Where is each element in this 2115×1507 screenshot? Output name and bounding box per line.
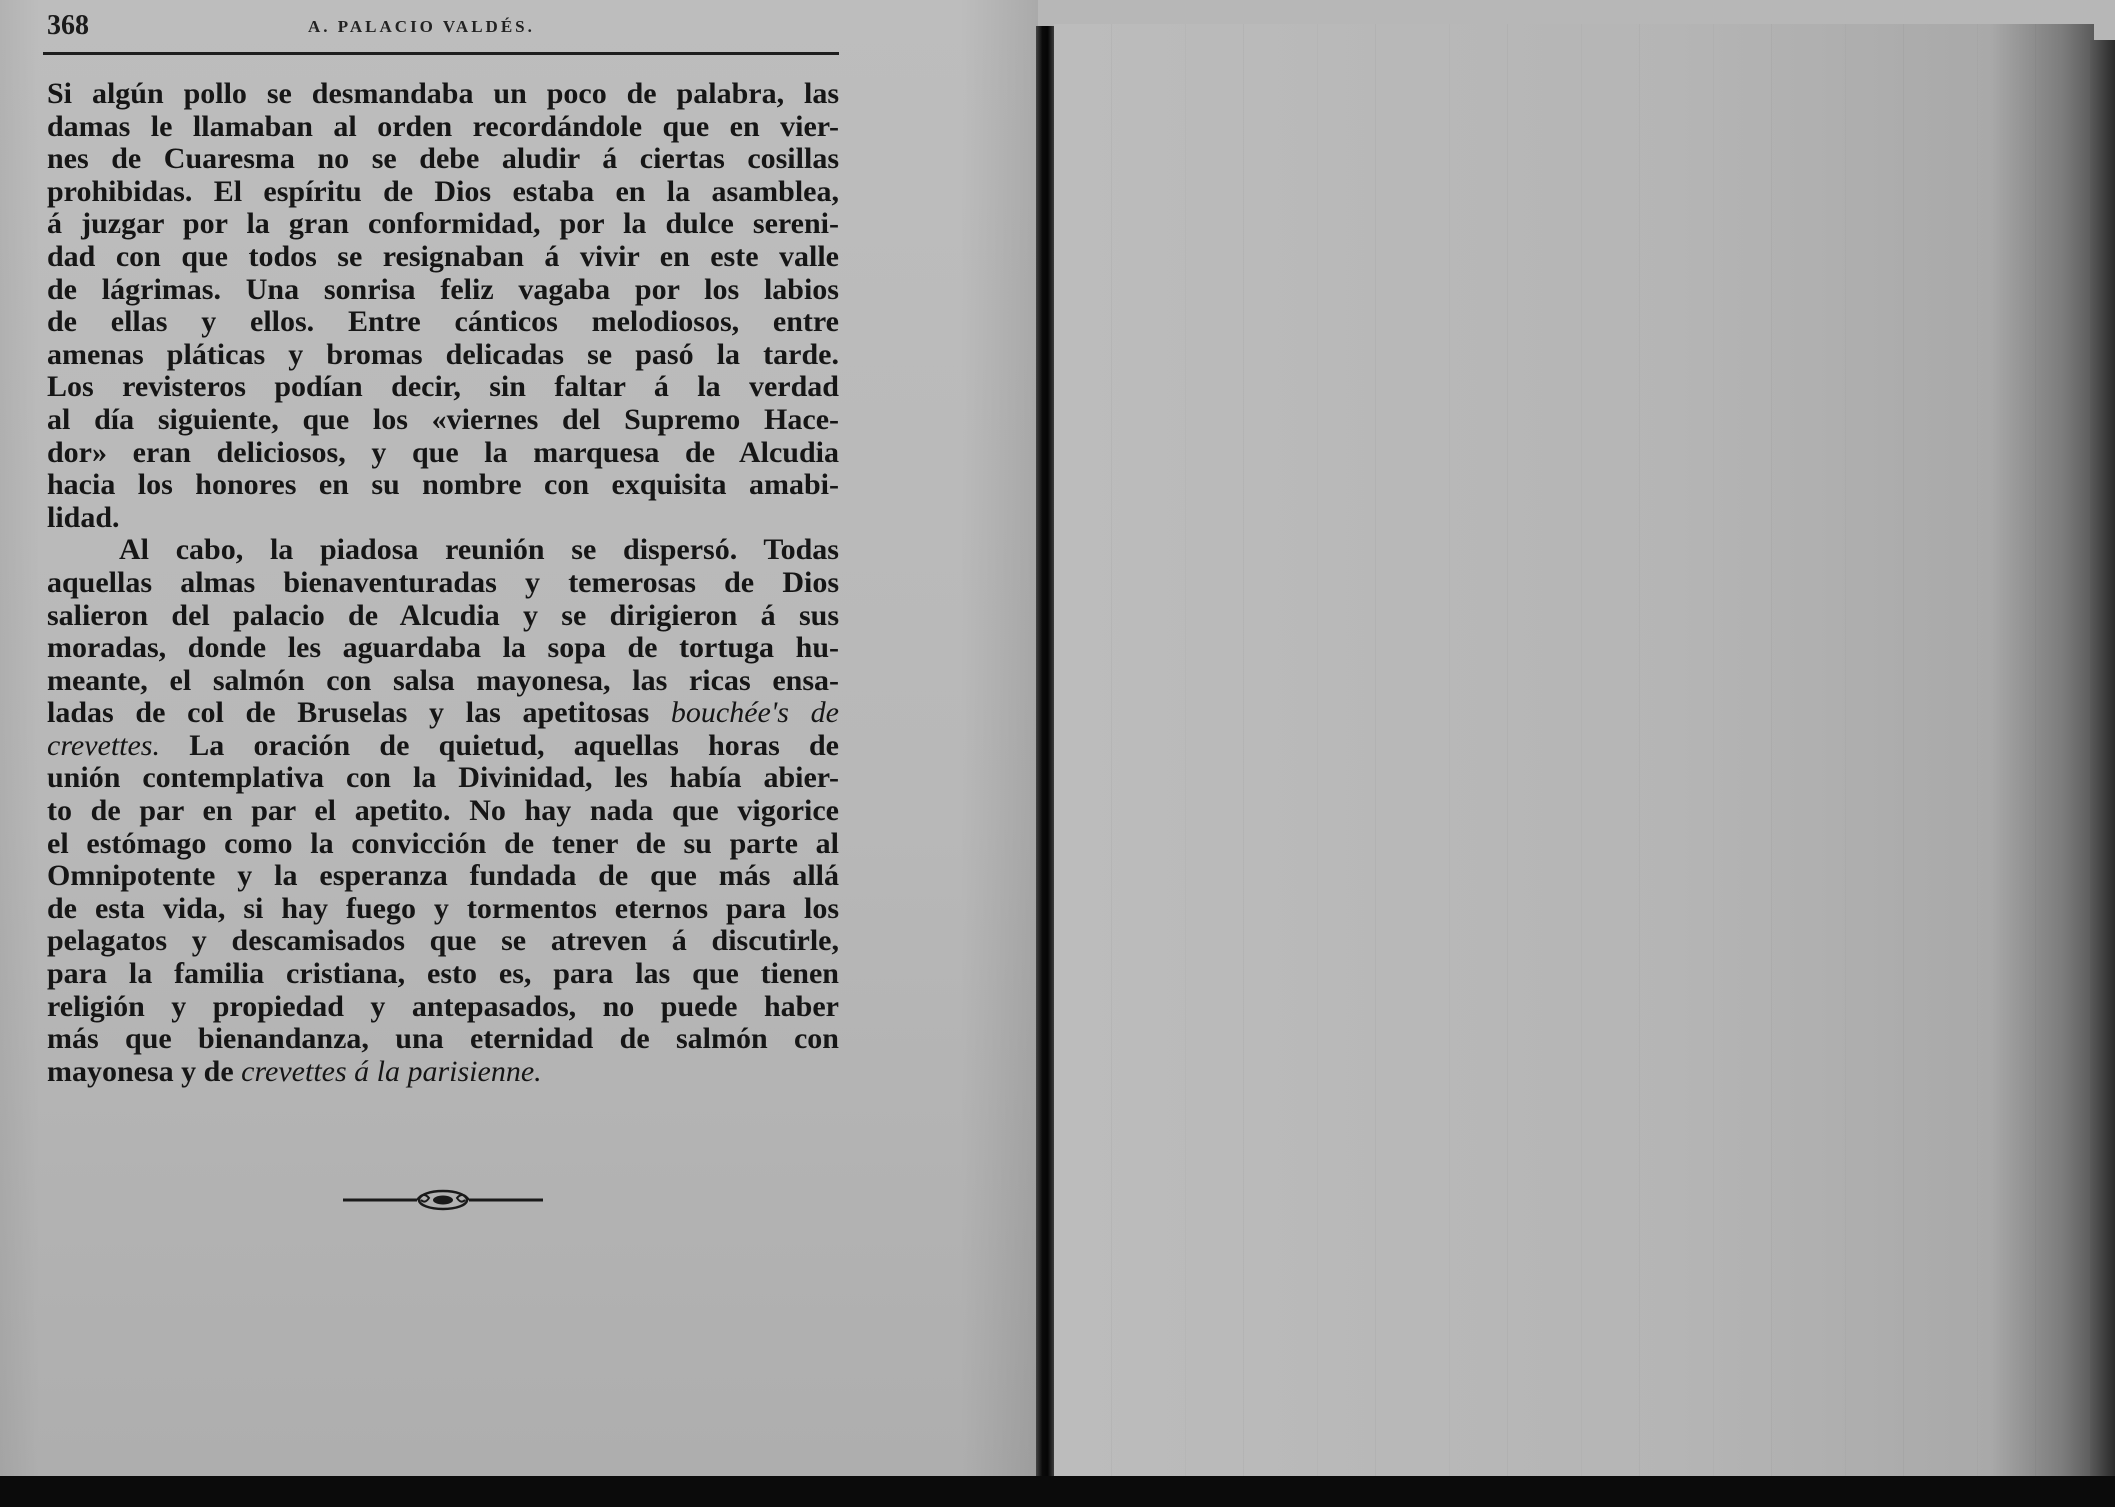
- text-line: para la familia cristiana, esto es, para las que tienen: [47, 958, 839, 991]
- running-head: A. PALACIO VALDÉS.: [308, 17, 535, 36]
- text-line: moradas, donde les aguardaba la sopa de tortuga hu-: [47, 632, 839, 665]
- text-line: prohibidas. El espíritu de Dios estaba en la asamblea,: [47, 175, 839, 208]
- text-line: dor» eran deliciosos, y que la marquesa de Alcudia: [47, 436, 839, 469]
- text-line: [47, 1056, 839, 1089]
- page-edge-shadow: [2090, 40, 2115, 1507]
- text-line: damas le llamaban al orden recordándole que en vier-: [47, 110, 839, 143]
- body-text: [47, 78, 839, 1088]
- text-line: [47, 697, 839, 730]
- ornament-inner-ellipse: [433, 1196, 453, 1205]
- page-number: 368: [47, 10, 89, 41]
- text-line: aquellas almas bienaventuradas y temerosas de Dios: [47, 566, 839, 599]
- text-line: nes de Cuaresma no se debe aludir á ciertas cosillas: [47, 143, 839, 176]
- text-line: amenas pláticas y bromas delicadas se pasó la tarde.: [47, 338, 839, 371]
- roman-text: La oración de quietud, aquellas horas de: [159, 729, 839, 762]
- text-line: Si algún pollo se desmandaba un poco de palabra, las: [47, 78, 839, 110]
- text-line: to de par en par el apetito. No hay nada que vigorice: [47, 795, 839, 828]
- book-gutter: [1036, 26, 1054, 1507]
- text-line: [47, 730, 839, 763]
- text-line: religión y propiedad y antepasados, no puede haber: [47, 990, 839, 1023]
- header-rule: [43, 52, 839, 55]
- roman-text: mayonesa y de: [47, 1055, 242, 1088]
- text-line: de ellas y ellos. Entre cánticos melodiosos, entre: [47, 306, 839, 339]
- scan-bottom-border: [0, 1476, 2115, 1507]
- text-line: salieron del palacio de Alcudia y se dirigieron á sus: [47, 599, 839, 632]
- text-line: más que bienandanza, una eternidad de salmón con: [47, 1023, 839, 1056]
- text-line: lidad.: [47, 501, 120, 534]
- text-line: meante, el salmón con salsa mayonesa, las ricas ensa-: [47, 664, 839, 697]
- text-line: Omnipotente y la esperanza fundada de que más allá: [47, 860, 839, 893]
- italic-text: bouchée's de: [670, 697, 839, 730]
- text-line: hacia los honores en su nombre con exquisita amabi-: [47, 469, 839, 502]
- text-line: á juzgar por la gran conformidad, por la dulce sereni-: [47, 208, 839, 241]
- italic-text: crevettes á la parisienne.: [241, 1055, 542, 1088]
- text-line: el estómago como la convicción de tener de su parte al: [47, 827, 839, 860]
- left-page: [0, 0, 1038, 1476]
- text-line: unión contemplativa con la Divinidad, les había abier-: [47, 762, 839, 795]
- italic-text: crevettes.: [47, 729, 160, 762]
- text-line: de lágrimas. Una sonrisa feliz vagaba por los labios: [47, 273, 839, 306]
- ornament-divider: [343, 1186, 543, 1214]
- right-page-blank: [1054, 24, 2094, 1484]
- roman-text: ladas de col de Bruselas y las apetitosas: [47, 697, 671, 730]
- text-line: al día siguiente, que los «viernes del Supremo Hace-: [47, 403, 839, 436]
- text-line: de esta vida, si hay fuego y tormentos eternos para los: [47, 892, 839, 925]
- text-line: dad con que todos se resignaban á vivir en este valle: [47, 240, 839, 273]
- text-line: Al cabo, la piadosa reunión se dispersó. Todas: [119, 534, 839, 567]
- text-line: Los revisteros podían decir, sin faltar á la verdad: [47, 371, 839, 404]
- text-line: pelagatos y descamisados que se atreven á discutirle,: [47, 925, 839, 958]
